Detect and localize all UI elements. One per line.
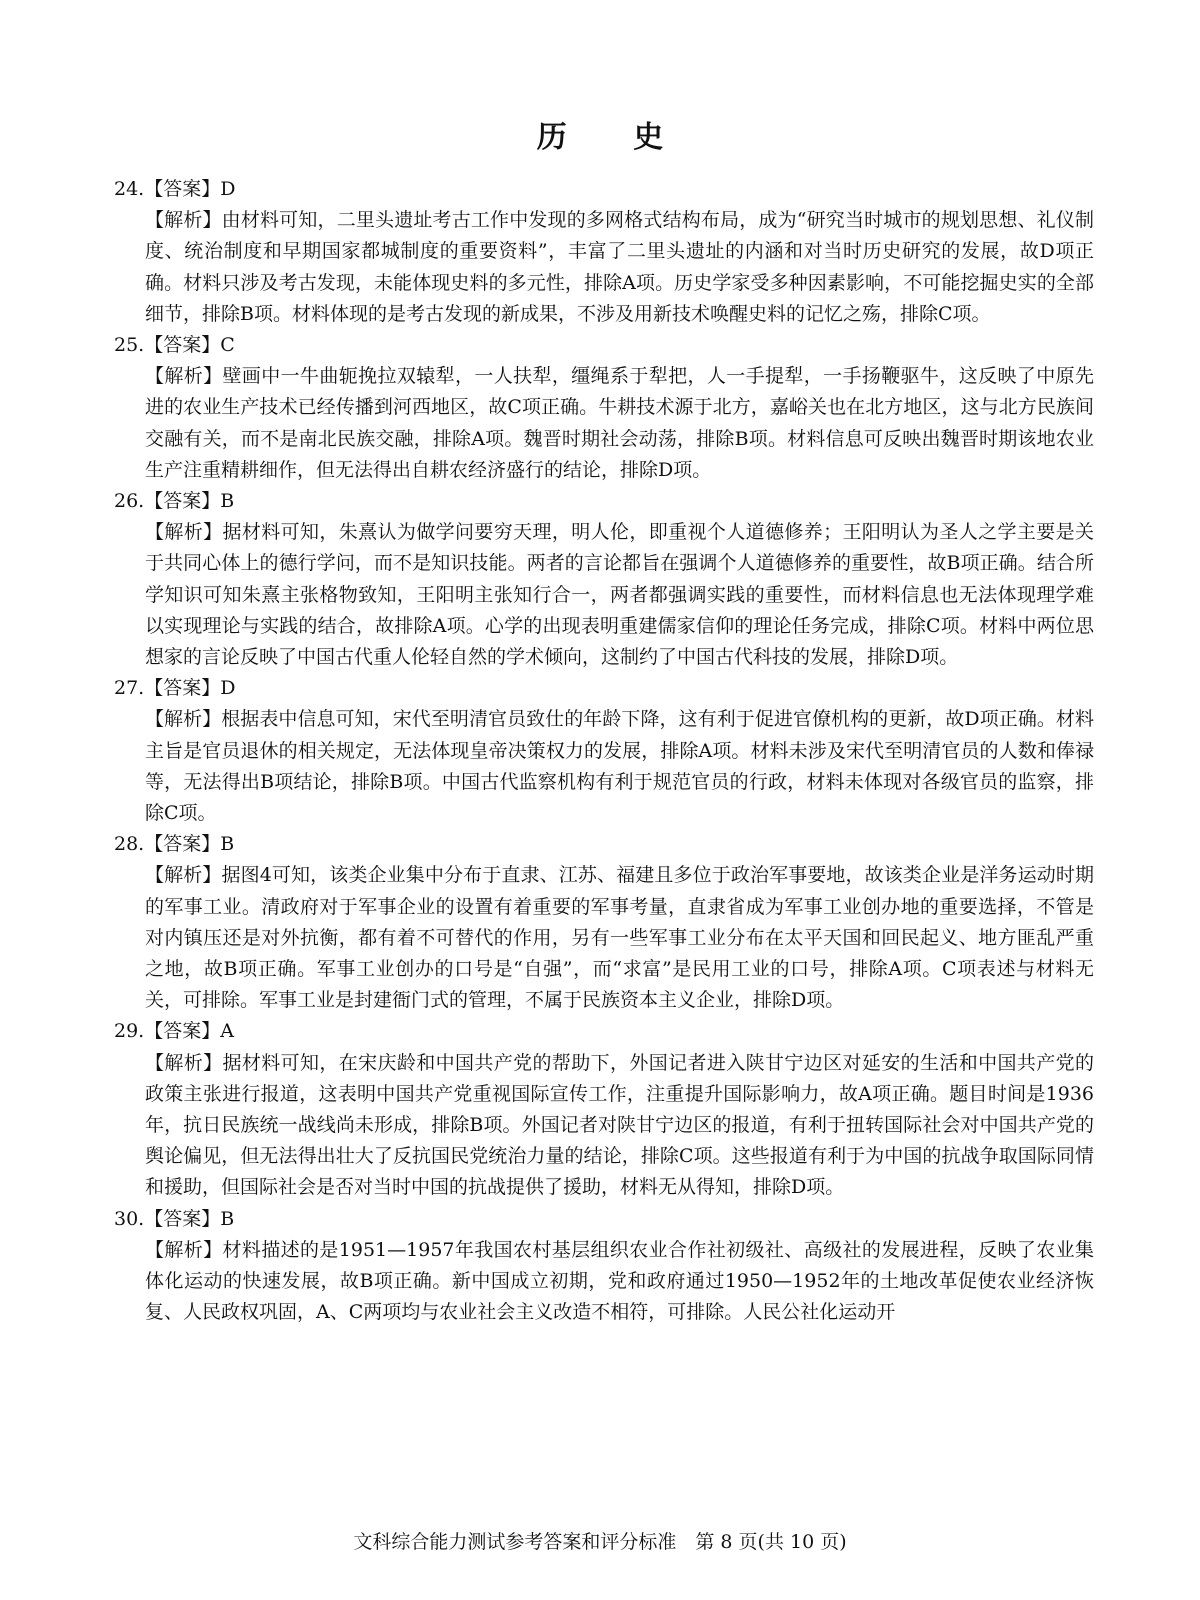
- question-30: [114, 1204, 1094, 1329]
- analysis-text: 【解析】壁画中一牛曲轭挽拉双辕犁，一人扶犁，缰绳系于犁把，人一手提犁，一手扬鞭驱牛，这反映了中原先进的农业生产技术已经传播到河西地区，故C项正确。牛耕技术源于北方，嘉峪关也在北方地区，这与北方民族间交融有关，而不是南北民族交融，排除A项。魏晋时期社会动荡，排除B项。材料信息可反映出魏晋时期该地农业生产注重精耕细作，但无法得出自耕农经济盛行的结论，排除D项。: [145, 365, 1094, 481]
- answer-label: 【答案】B: [144, 490, 235, 512]
- question-number: 24.: [114, 178, 145, 200]
- question-number: 25.: [114, 334, 145, 356]
- question-26: [114, 486, 1094, 673]
- answer-label: 【答案】D: [144, 677, 236, 700]
- question-27: [114, 673, 1094, 829]
- question-number: 29.: [114, 1020, 145, 1043]
- answer-label: 【答案】B: [144, 1207, 235, 1230]
- question-25: [114, 330, 1094, 486]
- analysis-text: 【解析】材料描述的是1951—1957年我国农村基层组织农业合作社初级社、高级社的发展进程，反映了农业集体化运动的快速发展，故B项正确。新中国成立初期，党和政府通过1950—1952年的土地改革促使农业经济恢复、人民政权巩固，A、C两项均与农业社会主义改造不相符，可排除。人民公社化运动开: [145, 1238, 1094, 1324]
- page-title: 历 史: [536, 120, 692, 155]
- page-footer: 文科综合能力测试参考答案和评分标准 第 8 页(共 10 页): [353, 1531, 847, 1553]
- question-28: [114, 829, 1094, 1016]
- analysis-text: 【解析】据图4可知，该类企业集中分布于直隶、江苏、福建且多位于政治军事要地，故该类企业是洋务运动时期的军事工业。清政府对于军事企业的设置有着重要的军事考量，直隶省成为军事工业创办地的重要选择，不管是对内镇压还是对外抗衡，都有着不可替代的作用，另有一些军事工业分布在太平天国和回民起义、地方匪乱严重之地，故B项正确。军事工业创办的口号是“自强”，而“求富”是民用工业的口号，排除A项。C项表述与材料无关，可排除。军事工业是封建衙门式的管理，不属于民族资本主义企业，排除D项。: [145, 864, 1094, 1012]
- answer-label: 【答案】C: [144, 334, 235, 356]
- analysis-text: 【解析】根据表中信息可知，宋代至明清官员致仕的年龄下降，这有利于促进官僚机构的更新，故D项正确。材料主旨是官员退休的相关规定，无法体现皇帝决策权力的发展，排除A项。材料未涉及宋代至明清官员的人数和俸禄等，无法得出B项结论，排除B项。中国古代监察机构有利于规范官员的行政，材料未体现对各级官员的监察，排除C项。: [145, 708, 1094, 824]
- question-number: 27.: [114, 677, 145, 700]
- answer-label: 【答案】B: [144, 833, 235, 856]
- analysis-text: 【解析】由材料可知，二里头遗址考古工作中发现的多网格式结构布局，成为“研究当时城市的规划思想、礼仪制度、统治制度和早期国家都城制度的重要资料”，丰富了二里头遗址的内涵和对当时历史研究的发展，故D项正确。材料只涉及考古发现，未能体现史料的多元性，排除A项。历史学家受多种因素影响，不可能挖掘史实的全部细节，排除B项。材料体现的是考古发现的新成果，不涉及用新技术唤醒史料的记忆之殇，排除C项。: [145, 209, 1094, 325]
- answer-label: 【答案】D: [144, 178, 236, 200]
- question-number: 30.: [114, 1207, 145, 1230]
- answer-label: 【答案】A: [144, 1020, 234, 1043]
- answer-list: [114, 174, 1094, 1328]
- question-24: [114, 174, 1094, 330]
- analysis-text: 【解析】据材料可知，朱熹认为做学问要穷天理，明人伦，即重视个人道德修养；王阳明认为圣人之学主要是关于共同心体上的德行学问，而不是知识技能。两者的言论都旨在强调个人道德修养的重要性，故B项正确。结合所学知识可知朱熹主张格物致知，王阳明主张知行合一，两者都强调实践的重要性，而材料信息也无法体现理学难以实现理论与实践的结合，故排除A项。心学的出现表明重建儒家信仰的理论任务完成，排除C项。材料中两位思想家的言论反映了中国古代重人伦轻自然的学术倾向，这制约了中国古代科技的发展，排除D项。: [145, 521, 1094, 668]
- question-29: [114, 1016, 1094, 1203]
- question-number: 26.: [114, 490, 145, 512]
- analysis-text: 【解析】据材料可知，在宋庆龄和中国共产党的帮助下，外国记者进入陕甘宁边区对延安的生活和中国共产党的政策主张进行报道，这表明中国共产党重视国际宣传工作，注重提升国际影响力，故A项正确。题目时间是1936年，抗日民族统一战线尚未形成，排除B项。外国记者对陕甘宁边区的报道，有利于扭转国际社会对中国共产党的舆论偏见，但无法得出壮大了反抗国民党统治力量的结论，排除C项。这些报道有利于为中国的抗战争取国际同情和援助，但国际社会是否对当时中国的抗战提供了援助，材料无从得知，排除D项。: [145, 1051, 1094, 1199]
- question-number: 28.: [114, 833, 145, 856]
